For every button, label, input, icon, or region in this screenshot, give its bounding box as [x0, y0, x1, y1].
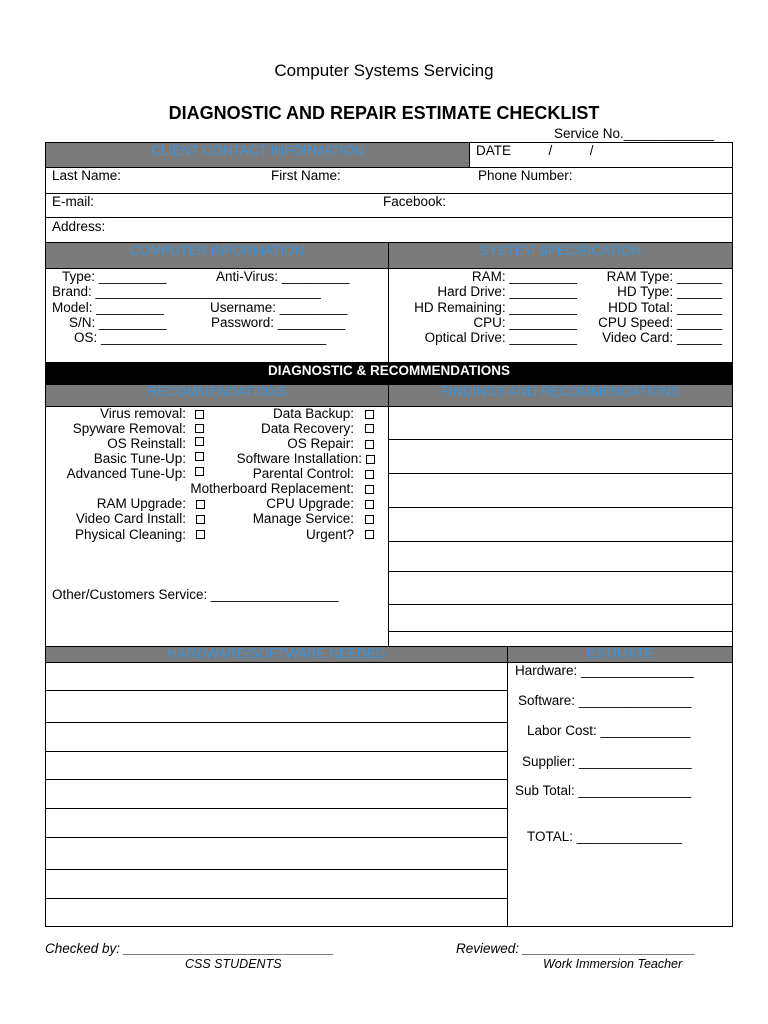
hardware-line [45, 751, 507, 752]
physical-cleaning-label: Physical Cleaning: [74, 527, 186, 542]
hardware-line [45, 837, 507, 838]
advanced-tuneup-checkbox[interactable] [195, 467, 204, 476]
manage-service-checkbox[interactable] [365, 515, 374, 524]
cpu-upgrade-label: CPU Upgrade: [266, 496, 354, 511]
video-card-install-label: Video Card Install: [75, 511, 186, 526]
hardware-line [45, 722, 507, 723]
urgent-checkbox[interactable] [365, 530, 374, 539]
data-backup-label: Data Backup: [272, 406, 354, 421]
virus-removal-label: Virus removal: [99, 406, 186, 421]
ram-upgrade-checkbox[interactable] [196, 500, 205, 509]
estimate-software-field: Software: _______________ [518, 693, 692, 708]
ram-field: RAM: _________ [471, 269, 577, 284]
urgent-label: Urgent? [305, 527, 354, 542]
os-field: OS: ______________________________ [74, 330, 327, 345]
reviewed-field: Reviewed: _______________________ [456, 941, 696, 956]
findings-line [389, 571, 733, 572]
estimate-subtotal-field: Sub Total: _______________ [515, 783, 692, 798]
hardware-line [45, 690, 507, 691]
hard-drive-field: Hard Drive: _________ [437, 284, 577, 299]
hardware-line [45, 898, 507, 899]
software-installation-label: Software Installation: [236, 451, 362, 466]
client-contact-bar: CLIENT CONTACT INFORMATION [46, 143, 469, 167]
diagnostic-bar: DIAGNOSTIC & RECOMMENDATIONS [45, 362, 733, 384]
os-reinstall-label: OS Reinstall: [107, 436, 186, 451]
teacher-caption: Work Immersion Teacher [543, 957, 683, 971]
sn-field: S/N: _________ [69, 315, 167, 330]
data-recovery-checkbox[interactable] [365, 424, 374, 433]
computer-info-bar: COMPUTER INFORMATION [46, 243, 388, 268]
spyware-removal-checkbox[interactable] [195, 424, 204, 433]
brand-field: Brand: ______________________________ [52, 284, 321, 299]
username-field: Username: _________ [210, 300, 348, 315]
data-recovery-label: Data Recovery: [260, 421, 354, 436]
ram-upgrade-label: RAM Upgrade: [96, 496, 186, 511]
findings-line [389, 507, 733, 508]
type-field: Type: _________ [62, 269, 167, 284]
motherboard-replacement-checkbox[interactable] [365, 485, 374, 494]
hardware-software-bar: HARDWARE/SOFTWARE NEEDED [46, 647, 507, 662]
estimate-labor-field: Labor Cost: ____________ [527, 723, 691, 738]
estimate-bar: ESTIMATE [508, 647, 732, 662]
phone-label: Phone Number: [478, 168, 573, 183]
system-spec-bar: SYSTEM SPECIFICATION [389, 243, 732, 268]
estimate-hardware-field: Hardware: _______________ [515, 663, 694, 678]
cpu-field: CPU: _________ [473, 315, 577, 330]
date-field: DATE / / [476, 143, 594, 158]
recommendations-bar: RECOMMENDATIONS [46, 385, 388, 406]
password-field: Password: _________ [211, 315, 346, 330]
hd-type-field: HD Type: ______ [617, 284, 722, 299]
parental-control-label: Parental Control: [252, 466, 354, 481]
advanced-tuneup-label: Advanced Tune-Up: [66, 466, 186, 481]
findings-line [389, 439, 733, 440]
hardware-line [45, 869, 507, 870]
manage-service-label: Manage Service: [252, 511, 354, 526]
os-repair-label: OS Repair: [287, 436, 354, 451]
ram-type-field: RAM Type: ______ [606, 269, 722, 284]
email-label: E-mail: [52, 194, 95, 209]
cpu-upgrade-checkbox[interactable] [365, 500, 374, 509]
antivirus-field: Anti-Virus: _________ [216, 269, 350, 284]
document-subtitle: Computer Systems Servicing [274, 61, 494, 80]
findings-line [389, 473, 733, 474]
service-number-field: Service No.____________ [554, 126, 714, 141]
basic-tuneup-checkbox[interactable] [195, 452, 204, 461]
spyware-removal-label: Spyware Removal: [72, 421, 186, 436]
video-card-field: Video Card: ______ [602, 330, 722, 345]
findings-line [389, 541, 733, 542]
hdd-total-field: HDD Total: ______ [608, 300, 722, 315]
video-card-install-checkbox[interactable] [196, 515, 205, 524]
css-students-caption: CSS STUDENTS [185, 957, 282, 971]
data-backup-checkbox[interactable] [365, 410, 374, 419]
first-name-label: First Name: [271, 168, 341, 183]
model-field: Model: _________ [52, 300, 164, 315]
estimate-supplier-field: Supplier: _______________ [522, 754, 692, 769]
other-service-field: Other/Customers Service: _________________ [52, 587, 339, 602]
document-title: DIAGNOSTIC AND REPAIR ESTIMATE CHECKLIST [168, 103, 600, 123]
checked-by-field: Checked by: ____________________________ [45, 941, 335, 956]
findings-line [389, 604, 733, 605]
facebook-label: Facebook: [383, 194, 447, 209]
findings-line [389, 631, 733, 632]
optical-drive-field: Optical Drive: _________ [424, 330, 577, 345]
software-installation-checkbox[interactable] [366, 455, 375, 464]
findings-bar: FINDINGS AND RECOMMENDATIONS [389, 385, 732, 406]
motherboard-replacement-label: Motherboard Replacement: [190, 481, 354, 496]
virus-removal-checkbox[interactable] [195, 410, 204, 419]
last-name-label: Last Name: [52, 168, 122, 183]
physical-cleaning-checkbox[interactable] [196, 530, 205, 539]
basic-tuneup-label: Basic Tune-Up: [93, 451, 186, 466]
hardware-line [45, 779, 507, 780]
hd-remaining-field: HD Remaining: _________ [414, 300, 577, 315]
os-repair-checkbox[interactable] [365, 440, 374, 449]
os-reinstall-checkbox[interactable] [195, 437, 204, 446]
address-label: Address: [52, 219, 106, 234]
cpu-speed-field: CPU Speed: ______ [598, 315, 722, 330]
estimate-total-field: TOTAL: ______________ [527, 829, 682, 844]
parental-control-checkbox[interactable] [365, 470, 374, 479]
hardware-line [45, 808, 507, 809]
